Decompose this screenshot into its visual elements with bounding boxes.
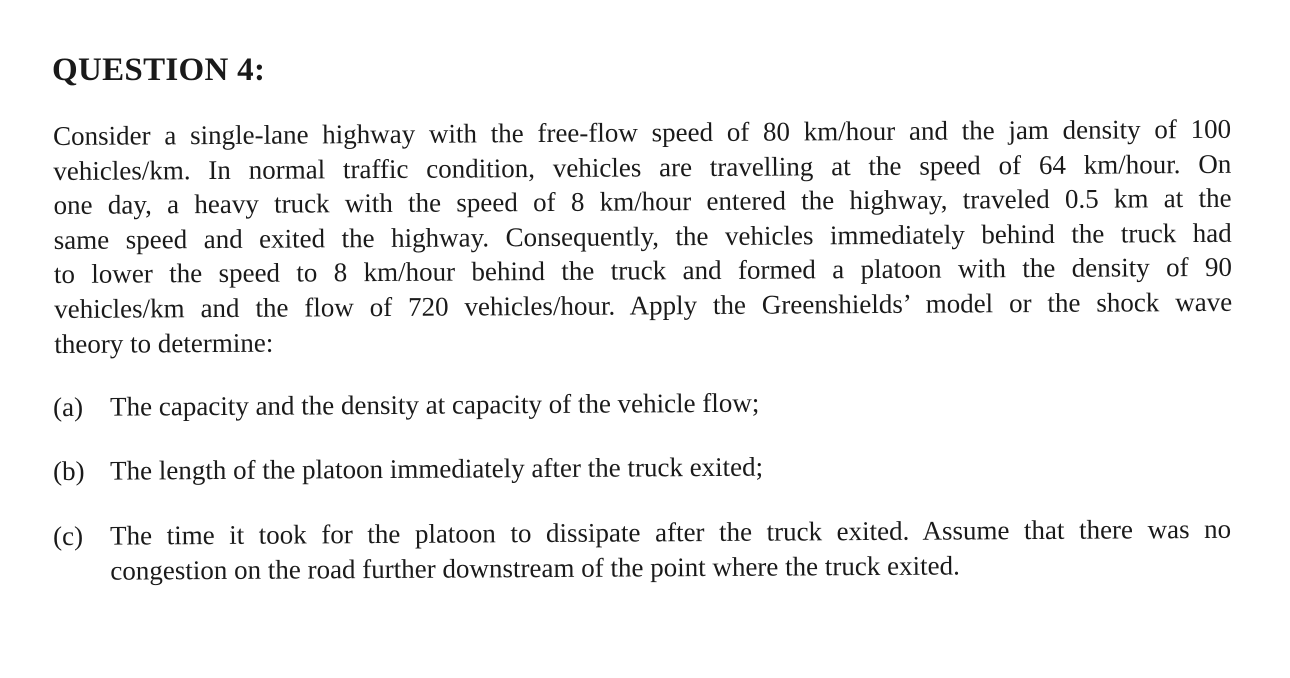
part-c-text (110, 512, 1231, 588)
intro-line: one day, a heavy truck with the speed of 8 km/hour entered the highway, traveled 0.5 km at the (53, 182, 1232, 221)
part-b-text (110, 447, 1231, 488)
part-a-line: The capacity and the density at capacity of the vehicle flow; (110, 387, 760, 422)
part-c-label: (c) (53, 520, 84, 551)
part-b-label: (b) (53, 455, 85, 486)
part-a-text (110, 383, 1231, 424)
part-c-line: The time it took for the platoon to dissipate after the truck exited. Assume that there was no (110, 513, 1232, 551)
intro-line: theory to determine: (54, 327, 274, 359)
part-c (53, 512, 1231, 588)
intro-line: same speed and exited the highway. Consequently, the vehicles immediately behind the truck had (53, 217, 1232, 255)
intro-line: vehicles/km and the flow of 720 vehicles/hour. Apply the Greenshields’ model or the shock wave (54, 286, 1233, 324)
intro-line: to lower the speed to 8 km/hour behind the truck and formed a platoon with the density of 90 (53, 252, 1233, 290)
part-b (53, 447, 1231, 489)
intro-line: vehicles/km. In normal traffic condition, vehicles are travelling at the speed of 64 km/hour. On (53, 148, 1232, 186)
part-a (53, 383, 1231, 425)
part-a-label: (a) (53, 391, 84, 422)
part-b-line: The length of the platoon immediately after the truck exited; (110, 451, 764, 486)
question-intro (53, 112, 1232, 361)
question-title: QUESTION 4: (52, 52, 266, 88)
intro-line: Consider a single-lane highway with the free-flow speed of 80 km/hour and the jam density of 100 (53, 113, 1232, 151)
part-c-line: congestion on the road further downstream of the point where the truck exited. (110, 550, 960, 586)
